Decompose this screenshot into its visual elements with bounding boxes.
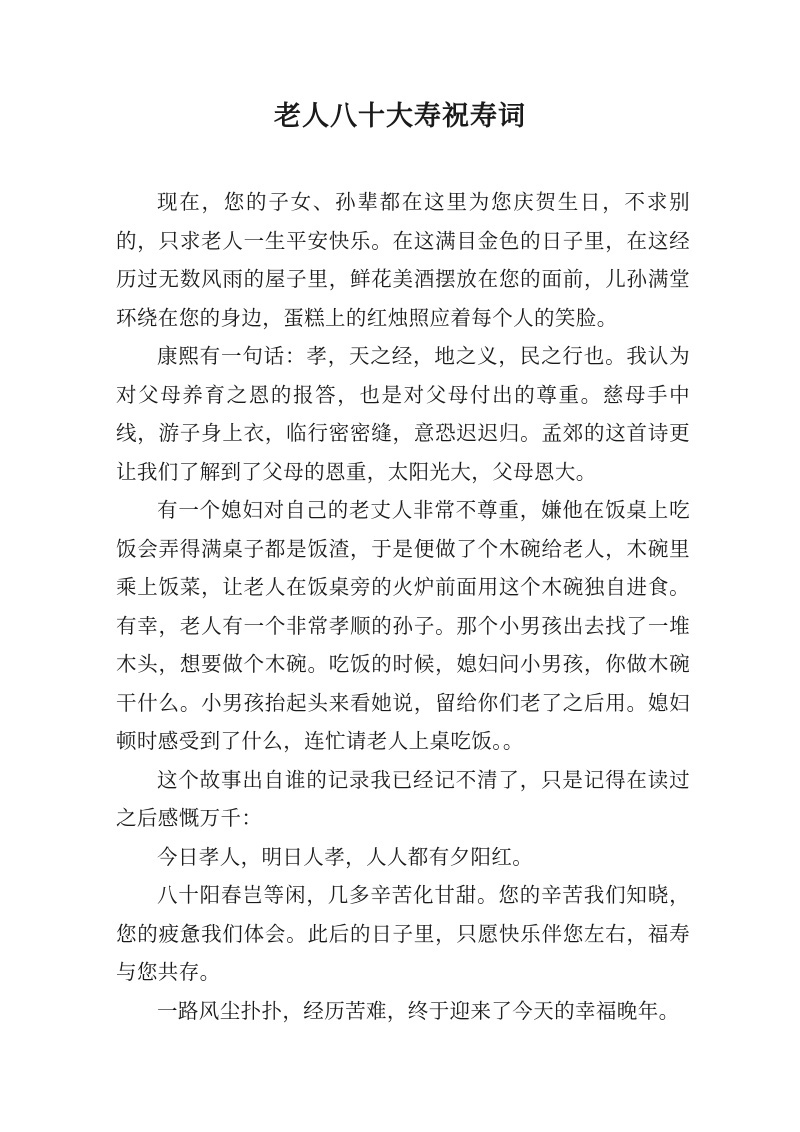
document-title: 老人八十大寿祝寿词: [274, 101, 526, 132]
paragraph: 有一个媳妇对自己的老丈人非常不尊重，嫌他在饭桌上吃饭会弄得满桌子都是饭渣，于是便做了个木碗给老人，木碗里乘上饭菜，让老人在饭桌旁的火炉前面用这个木碗独自进食。有幸，老人有一个非常孝顺的孙子。那个小男孩出去找了一堆木头，想要做个木碗。吃饭的时候，媳妇问小男孩，你做木碗干什么。小男孩抬起头来看她说，留给你们老了之后用。媳妇顿时感受到了什么，连忙请老人上桌吃饭。。: [116, 498, 690, 753]
paragraph: 现在，您的子女、孙辈都在这里为您庆贺生日，不求别的，只求老人一生平安快乐。在这满目金色的日子里，在这经历过无数风雨的屋子里，鲜花美酒摆放在您的面前，儿孙满堂环绕在您的身边，蛋糕上的红烛照应着每个人的笑脸。: [116, 190, 690, 330]
document-body: [116, 183, 690, 1030]
paragraph: 今日孝人，明日人孝，人人都有夕阳红。: [157, 844, 534, 869]
paragraph: 一路风尘扑扑，经历苦难，终于迎来了今天的幸福晚年。: [157, 998, 680, 1023]
paragraph: 八十阳春岂等闲，几多辛苦化甘甜。您的辛苦我们知晓，您的疲惫我们体会。此后的日子里，只愿快乐伴您左右，福寿与您共存。: [116, 883, 690, 984]
paragraph: 这个故事出自谁的记录我已经记不清了，只是记得在读过之后感慨万千：: [116, 767, 690, 830]
paragraph: 康熙有一句话：孝，天之经，地之义，民之行也。我认为对父母养育之恩的报答，也是对父母付出的尊重。慈母手中线，游子身上衣，临行密密缝，意恐迟迟归。孟郊的这首诗更让我们了解到了父母的恩重，太阳光大，父母恩大。: [116, 344, 690, 484]
